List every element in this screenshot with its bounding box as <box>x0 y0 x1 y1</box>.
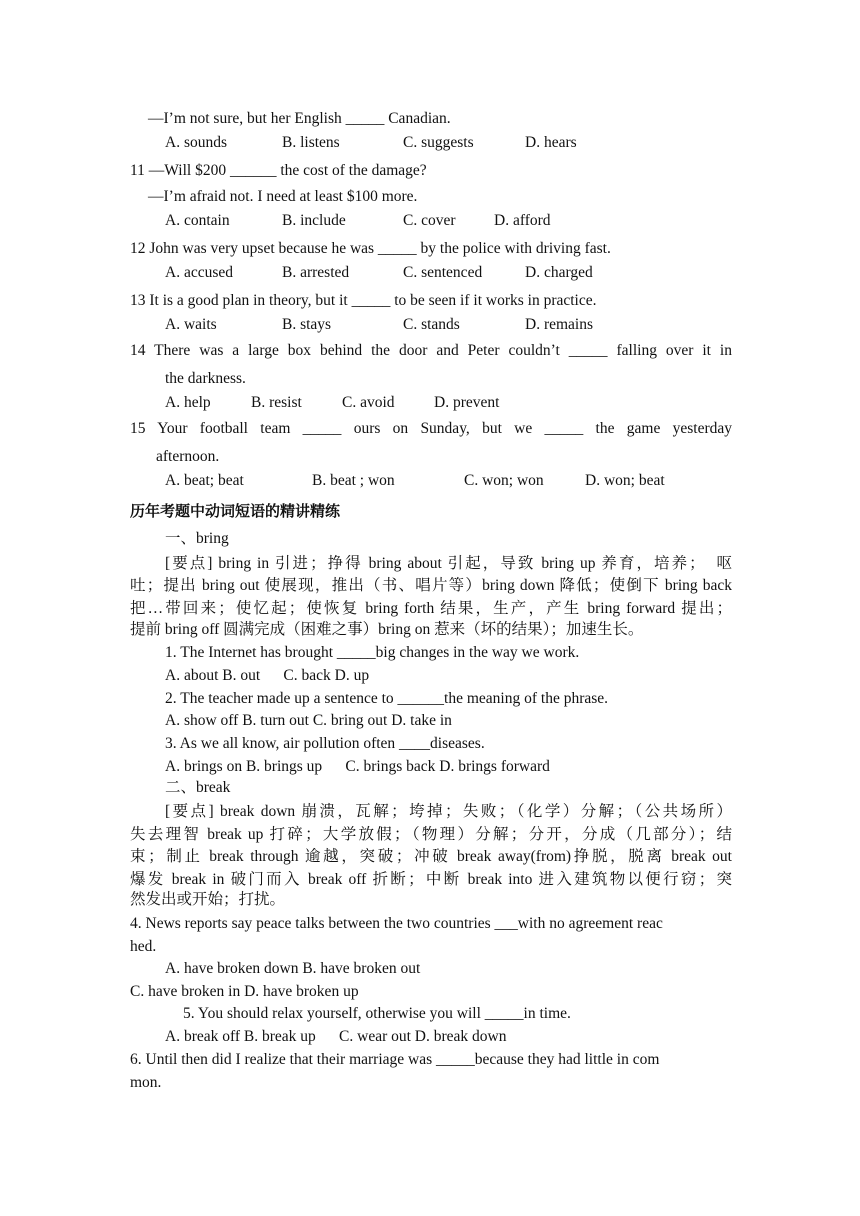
q12-option-a: A. accused <box>165 264 233 281</box>
bring-q1-options: A. about B. out C. back D. up <box>165 667 370 684</box>
bring-key-line-3: 把…带回来；使忆起；使恢复 bring forth 结果，生产，产生 bring forward 提出； <box>130 600 732 617</box>
bring-q1: 1. The Internet has brought _____big changes in the way we work. <box>165 644 580 661</box>
break-key-line-5: 然发出或开始；打扰。 <box>130 891 286 908</box>
q15-option-a: A. beat; beat <box>165 472 244 489</box>
q13-option-d: D. remains <box>525 316 594 333</box>
q11-option-c: C. cover <box>403 212 456 229</box>
bring-key-line-4: 提前 bring off 圆满完成（困难之事）bring on 惹来（坏的结果）；加速生长。 <box>130 621 644 638</box>
bring-q3-options: A. brings on B. brings up C. brings back D. brings forward <box>165 758 550 775</box>
q11-line1: 11 —Will $200 ______ the cost of the damage? <box>130 162 427 179</box>
q13-option-a: A. waits <box>165 316 217 333</box>
break-title: 二、break <box>165 779 231 796</box>
break-key-line-1: [要点] break down 崩溃，瓦解；垮掉；失败；（化学）分解；（公共场所） <box>165 803 732 820</box>
q15-option-c: C. won; won <box>464 472 544 489</box>
q10-option-d: D. hears <box>525 134 577 151</box>
q15-line1: 15 Your football team _____ ours on Sunday, but we _____ the game yesterday <box>130 420 732 437</box>
q15-line2: afternoon. <box>156 448 220 465</box>
break-q4-line1: 4. News reports say peace talks between the two countries ___with no agreement reac <box>130 915 663 932</box>
q10-option-a: A. sounds <box>165 134 228 151</box>
q15-option-b: B. beat ; won <box>312 472 395 489</box>
q14-option-d: D. prevent <box>434 394 500 411</box>
q12-line1: 12 John was very upset because he was _____ by the police with driving fast. <box>130 240 611 257</box>
break-q6-line2: mon. <box>130 1074 162 1091</box>
q11-option-a: A. contain <box>165 212 230 229</box>
q13-option-b: B. stays <box>282 316 332 333</box>
q13-option-c: C. stands <box>403 316 460 333</box>
q11-option-b: B. include <box>282 212 346 229</box>
section-heading: 历年考题中动词短语的精讲精练 <box>130 502 341 520</box>
break-key-line-4: 爆发 break in 破门而入 break off 折断；中断 break into 进入建筑物以便行窃；突 <box>130 871 732 888</box>
q10-line2: —I’m not sure, but her English _____ Canadian. <box>148 110 451 127</box>
q14-line1: 14 There was a large box behind the door and Peter couldn’t _____ falling over it in <box>130 342 732 359</box>
q12-option-d: D. charged <box>525 264 593 281</box>
bring-key-line-2: 吐；提出 bring out 使展现，推出（书、唱片等）bring down 降低；使倒下 bring back <box>130 577 732 594</box>
break-q4-options-1: A. have broken down B. have broken out <box>165 960 421 977</box>
q11-option-d: D. afford <box>494 212 551 229</box>
break-q4-options-2: C. have broken in D. have broken up <box>130 983 359 1000</box>
q10-option-c: C. suggests <box>403 134 474 151</box>
q14-option-c: C. avoid <box>342 394 395 411</box>
break-q4-line2: hed. <box>130 938 157 955</box>
bring-q2-options: A. show off B. turn out C. bring out D. take in <box>165 712 452 729</box>
q14-line2: the darkness. <box>165 370 246 387</box>
break-q5: 5. You should relax yourself, otherwise you will _____in time. <box>183 1005 571 1022</box>
bring-key-line-1: [要点] bring in 引进；挣得 bring about 引起，导致 bring up 养育，培养； 呕 <box>165 555 732 572</box>
q12-option-c: C. sentenced <box>403 264 483 281</box>
q14-option-b: B. resist <box>251 394 302 411</box>
q15-option-d: D. won; beat <box>585 472 665 489</box>
q12-option-b: B. arrested <box>282 264 350 281</box>
break-key-line-2: 失去理智 break up 打碎；大学放假；（物理）分解；分开，分成（几部分）；结 <box>130 826 732 843</box>
bring-title: 一、bring <box>165 530 229 547</box>
q13-line1: 13 It is a good plan in theory, but it _____ to be seen if it works in practice. <box>130 292 597 309</box>
q11-line2: —I’m afraid not. I need at least $100 more. <box>148 188 418 205</box>
q14-option-a: A. help <box>165 394 211 411</box>
break-q5-options: A. break off B. break up C. wear out D. break down <box>165 1028 507 1045</box>
bring-q2: 2. The teacher made up a sentence to ______the meaning of the phrase. <box>165 690 609 707</box>
q10-option-b: B. listens <box>282 134 340 151</box>
break-q6-line1: 6. Until then did I realize that their marriage was _____because they had little in com <box>130 1051 660 1068</box>
break-key-line-3: 束；制止 break through 逾越，突破；冲破 break away(from)挣脱，脱离 break out <box>130 848 732 865</box>
bring-q3: 3. As we all know, air pollution often ____diseases. <box>165 735 485 752</box>
